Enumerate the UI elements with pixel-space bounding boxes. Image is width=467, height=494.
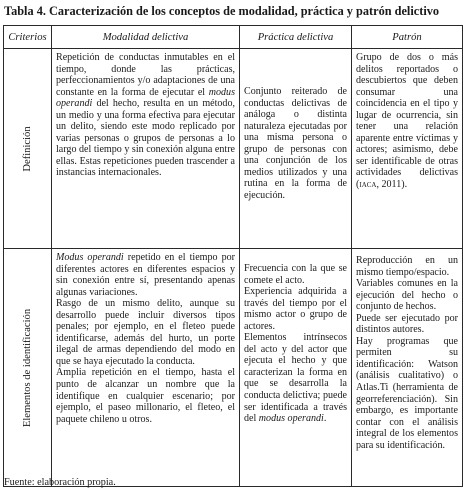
text: Puede ser ejecutado por distintos autores. [356,312,458,336]
cell-patron-definicion [352,49,463,249]
text: Conjunto reiterado de conductas delictivas de análoga o distinta naturaleza ejecutadas por una misma persona o grupo de personas con una conjunción de los medios utilizados y una rutina en la forma de ejecución. [244,86,347,201]
row-label-cell [4,249,52,487]
header-modalidad: Modalidad delictiva [52,26,240,49]
text: del hecho, resulta en un método, un medio y una forma efectiva para ejecutar un delito, siendo este modo replicado por varias personas o grupos de personas a lo largo del tiempo y sin conexión alguna entre ellas. Estas repeticiones pueden trascender a instancias internacionales. [56,98,235,179]
text-italic: modus operandi [56,86,235,110]
text: Elementos intrínsecos del acto y del actor que ejecuta el hecho y que caracterizan la forma en que se desarrolla la conducta delictiva; puede ser identificada a través del [244,332,347,425]
cell-modalidad-definicion [52,49,240,249]
source-note: Fuente: elaboración propia. [4,477,116,488]
cell-patron-elementos [352,249,463,487]
text-italic: Modus operandi [56,252,124,263]
text: Grupo de dos o más delitos reportados o descubiertos que deben consumar una coincidencia en el tipo y lugar de ocurrencia, sin tener una relación aparente entre víctimas y actores; asimismo, debe ser identificable de otras actividades delictivas ( [356,52,458,191]
text: Reproducción en un mismo tiempo/espacio. [356,255,458,278]
header-criterios: Criterios [4,26,52,49]
text-italic: modus operandi [258,413,324,425]
text: Amplia repetición en el tiempo, hasta el punto de alcanzar un nombre que la identifique en cualquier escenario; por ejemplo, el paseo millonario, el fleteo, el paquete chileno u otros. [56,367,235,425]
text: Hay programas que permiten su identificación: Watson (análisis cualitativo) o Atlas.Ti (herramienta de georreferenciación). Sin embargo, es importante contar con el análisis integral de los elementos para su identificación. [356,335,458,451]
text: Experiencia adquirida a través del tiempo por el mismo actor o grupo de actores. [244,286,347,332]
concepts-table [3,25,463,487]
text: . [323,413,327,425]
row-label-definicion: Definición [21,125,33,172]
text: , 2011). [376,179,408,191]
header-patron: Patrón [352,26,463,49]
table-row-definicion [4,49,463,249]
table-header-row [4,26,463,49]
text: Rasgo de un mismo delito, aunque su desarrollo puede incluir diversos tipos penales; por ejemplo, en el fleteo puede identificarse, además del hurto, un porte ilegal de armas dependiendo del modo en que se haya ejecutado la conducta. [56,298,235,367]
row-label-cell [4,49,52,249]
header-practica: Práctica delictiva [240,26,352,49]
text: repetido en el tiempo por diferentes actores en diferentes espacios y sin conexión entre sí, presentando apenas algunas variaciones. [56,252,235,298]
table-row-elementos [4,249,463,487]
cell-modalidad-elementos [52,249,240,487]
text-smallcaps: iaca [359,179,377,191]
row-label-elementos: Elementos de identificación [21,308,33,427]
text: Repetición de conductas inmutables en el tiempo, donde las prácticas, perfeccionamientos y/o adaptaciones de una constante en la forma de ejecutar el [56,52,235,98]
table-title: Tabla 4. Caracterización de los conceptos de modalidad, práctica y patrón delictivo [4,4,440,18]
text: Frecuencia con la que se comete el acto. [244,263,347,286]
cell-practica-definicion [240,49,352,249]
cell-practica-elementos [240,249,352,487]
text: Variables comunes en la ejecución del hecho o conjunto de hechos. [356,278,458,313]
